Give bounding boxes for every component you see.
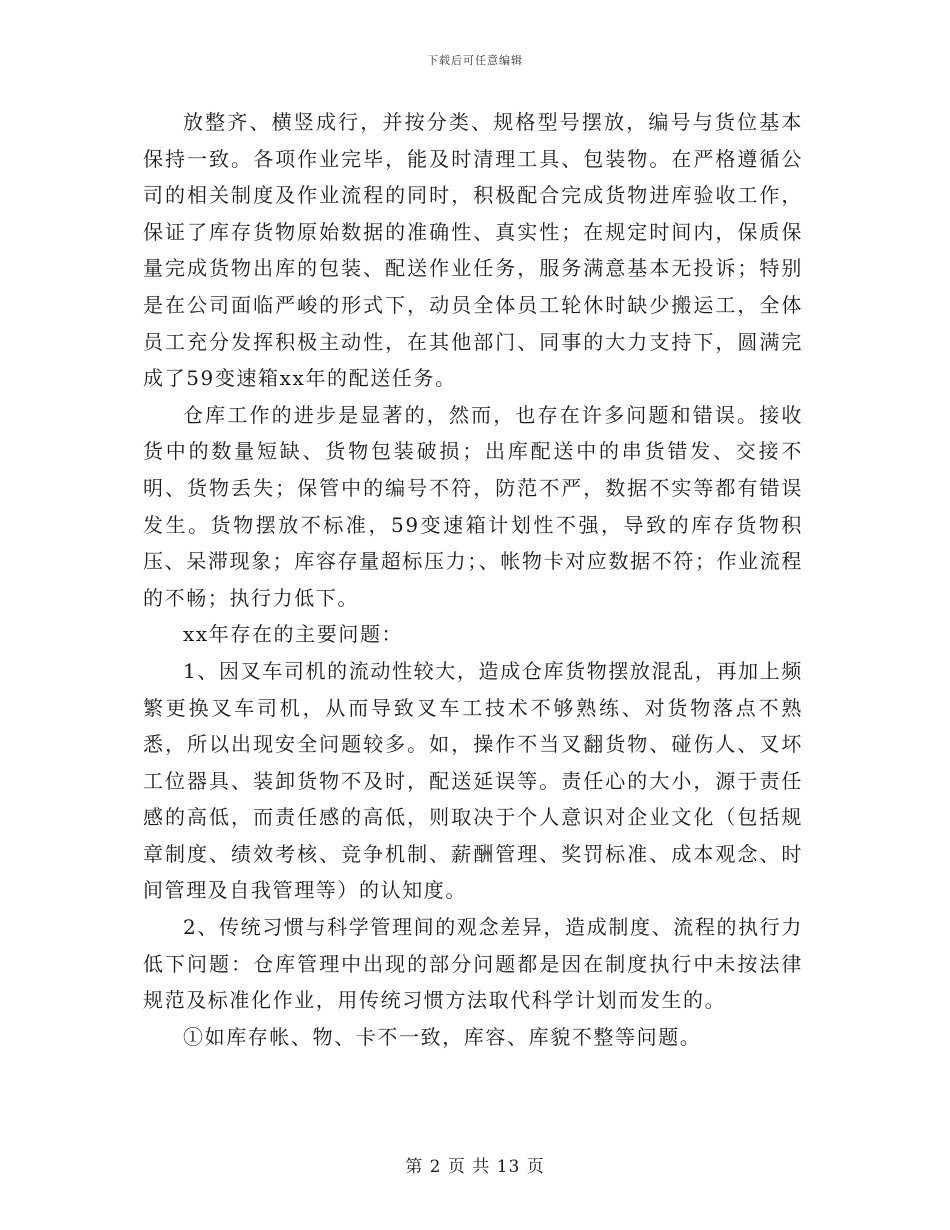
paragraph: 放整齐、横竖成行，并按分类、规格型号摆放，编号与货位基本保持一致。各项作业完毕，能及时清理工具、包装物。在严格遵循公司的相关制度及作业流程的同时，积极配合完成货物进库验收工作，保证了库存货物原始数据的准确性、真实性；在规定时间内，保质保量完成货物出库的包装、配送作业任务，服务满意基本无投诉；特别是在公司面临严峻的形式下，动员全体员工轮休时缺少搬运工，全体员工充分发挥积极主动性，在其他部门、同事的大力支持下，圆满完成了59变速箱xx年的配送任务。 bbox=[143, 110, 803, 391]
paragraph: 2、传统习惯与科学管理间的观念差异，造成制度、流程的执行力低下问题：仓库管理中出现的部分问题都是因在制度执行中未按法律规范及标准化作业，用传统习惯方法取代科学计划而发生的。 bbox=[143, 915, 803, 1013]
paragraph: 仓库工作的进步是显著的，然而，也存在许多问题和错误。接收货中的数量短缺、货物包装破损；出库配送中的串货错发、交接不明、货物丢失；保管中的编号不符，防范不严，数据不实等都有错误发生。货物摆放不标准，59变速箱计划性不强，导致的库存货物积压、呆滞现象；库容存量超标压力；、帐物卡对应数据不符；作业流程的不畅；执行力低下。 bbox=[143, 402, 803, 610]
page-header: 下载后可任意编辑 bbox=[427, 54, 523, 67]
document-body bbox=[143, 104, 803, 1055]
paragraph: 1、因叉车司机的流动性较大，造成仓库货物摆放混乱，再加上频繁更换叉车司机，从而导致叉车工技术不够熟练、对货物落点不熟悉，所以出现安全问题较多。如，操作不当叉翻货物、碰伤人、叉坏工位器具、装卸货物不及时，配送延误等。责任心的大小，源于责任感的高低，而责任感的高低，则取决于个人意识对企业文化（包括规章制度、绩效考核、竞争机制、薪酬管理、奖罚标准、成本观念、时间管理及自我管理等）的认知度。 bbox=[143, 658, 803, 903]
page-number-footer: 第 2 页 共 13 页 bbox=[405, 1157, 545, 1177]
paragraph: xx年存在的主要问题： bbox=[183, 622, 404, 647]
paragraph: ①如库存帐、物、卡不一致，库容、库貌不整等问题。 bbox=[183, 1024, 702, 1049]
